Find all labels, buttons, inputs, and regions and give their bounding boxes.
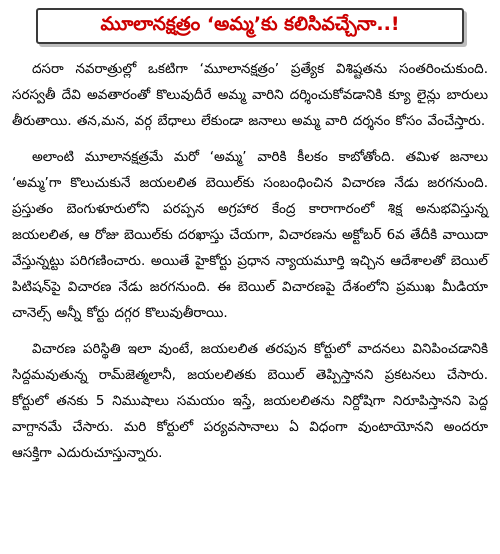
article-paragraph-2: అలాంటి మూలానక్షత్రమే మరో ‘అమ్మ’ వారికి కీలకం కాబోతోంది. తమిళ జనాలు ‘అమ్మ’గా కొలుచుకునే జయలలిత బెయిల్‌కు సంబంధించిన విచారణ నేడు జరగనుంది. ప్రస్తుతం బెంగుళూరులోని పరప్పన అగ్రహార కేంద్ర కారాగారంలో శిక్ష అనుభవిస్తున్న జయలలిత, ఆ రోజు బెయిల్‌కు దరఖాస్తు చేయగా, విచారణను అక్టోబర్ 6వ తేదీకి వాయిదా వేస్తున్నట్టు పరిగణించారు. అయితే హైకోర్టు ప్రధాన న్యాయమూర్తి ఇచ్చిన ఆదేశాలతో బెయిల్ పిటిషన్‌పై విచారణ నేడు జరగనుంది. ఈ బెయిల్ విచారణపై దేశంలోని ప్రముఖ మీడియా చానెల్స్ అన్నీ కోర్టు దగ్గర కొలువుతీరాయి. xyxy=(12,149,488,321)
article-title-frame xyxy=(36,8,464,44)
article-paragraph-3: విచారణ పరిస్థితి ఇలా వుంటే, జయలలిత తరపున కోర్టులో వాదనలు వినిపించడానికి సిద్దమవుతున్న రామ్‌జెత్మలానీ, జయలలితకు బెయిల్ తెప్పిస్తానని ప్రకటనలు చేసారు. కోర్టులో తనకు 5 నిముషాలు సమయం ఇస్తే, జయలలితను నిర్దోషిగా నిరూపిస్తానని పెద్ద వాగ్దానమే చేసారు. మరి కోర్టులో పర్యవసానాలు ఏ విధంగా వుంటాయోనని అందరూ ఆసక్తిగా ఎదురుచూస్తున్నారు. xyxy=(12,341,488,461)
article-paragraph-1: దసరా నవరాత్రుల్లో ఒకటిగా ‘మూలానక్షత్రం’ ప్రత్యేక విశిష్టతను సంతరించుకుంది. సరస్వతీ దేవి అవతారంతో కొలువుదీరే అమ్మ వారిని దర్శించుకోవడానికి క్యూ లైన్లు బారులు తీరుతాయి. తన,మన, వర్గ బేధాలు లేకుండా జనాలు అమ్మ వారి దర్శనం కోసం వేంచేస్తారు. xyxy=(12,61,488,129)
article-title: మూలానక్షత్రం ‘అమ్మ’కు కలిసివచ్చేనా..! xyxy=(100,12,400,35)
